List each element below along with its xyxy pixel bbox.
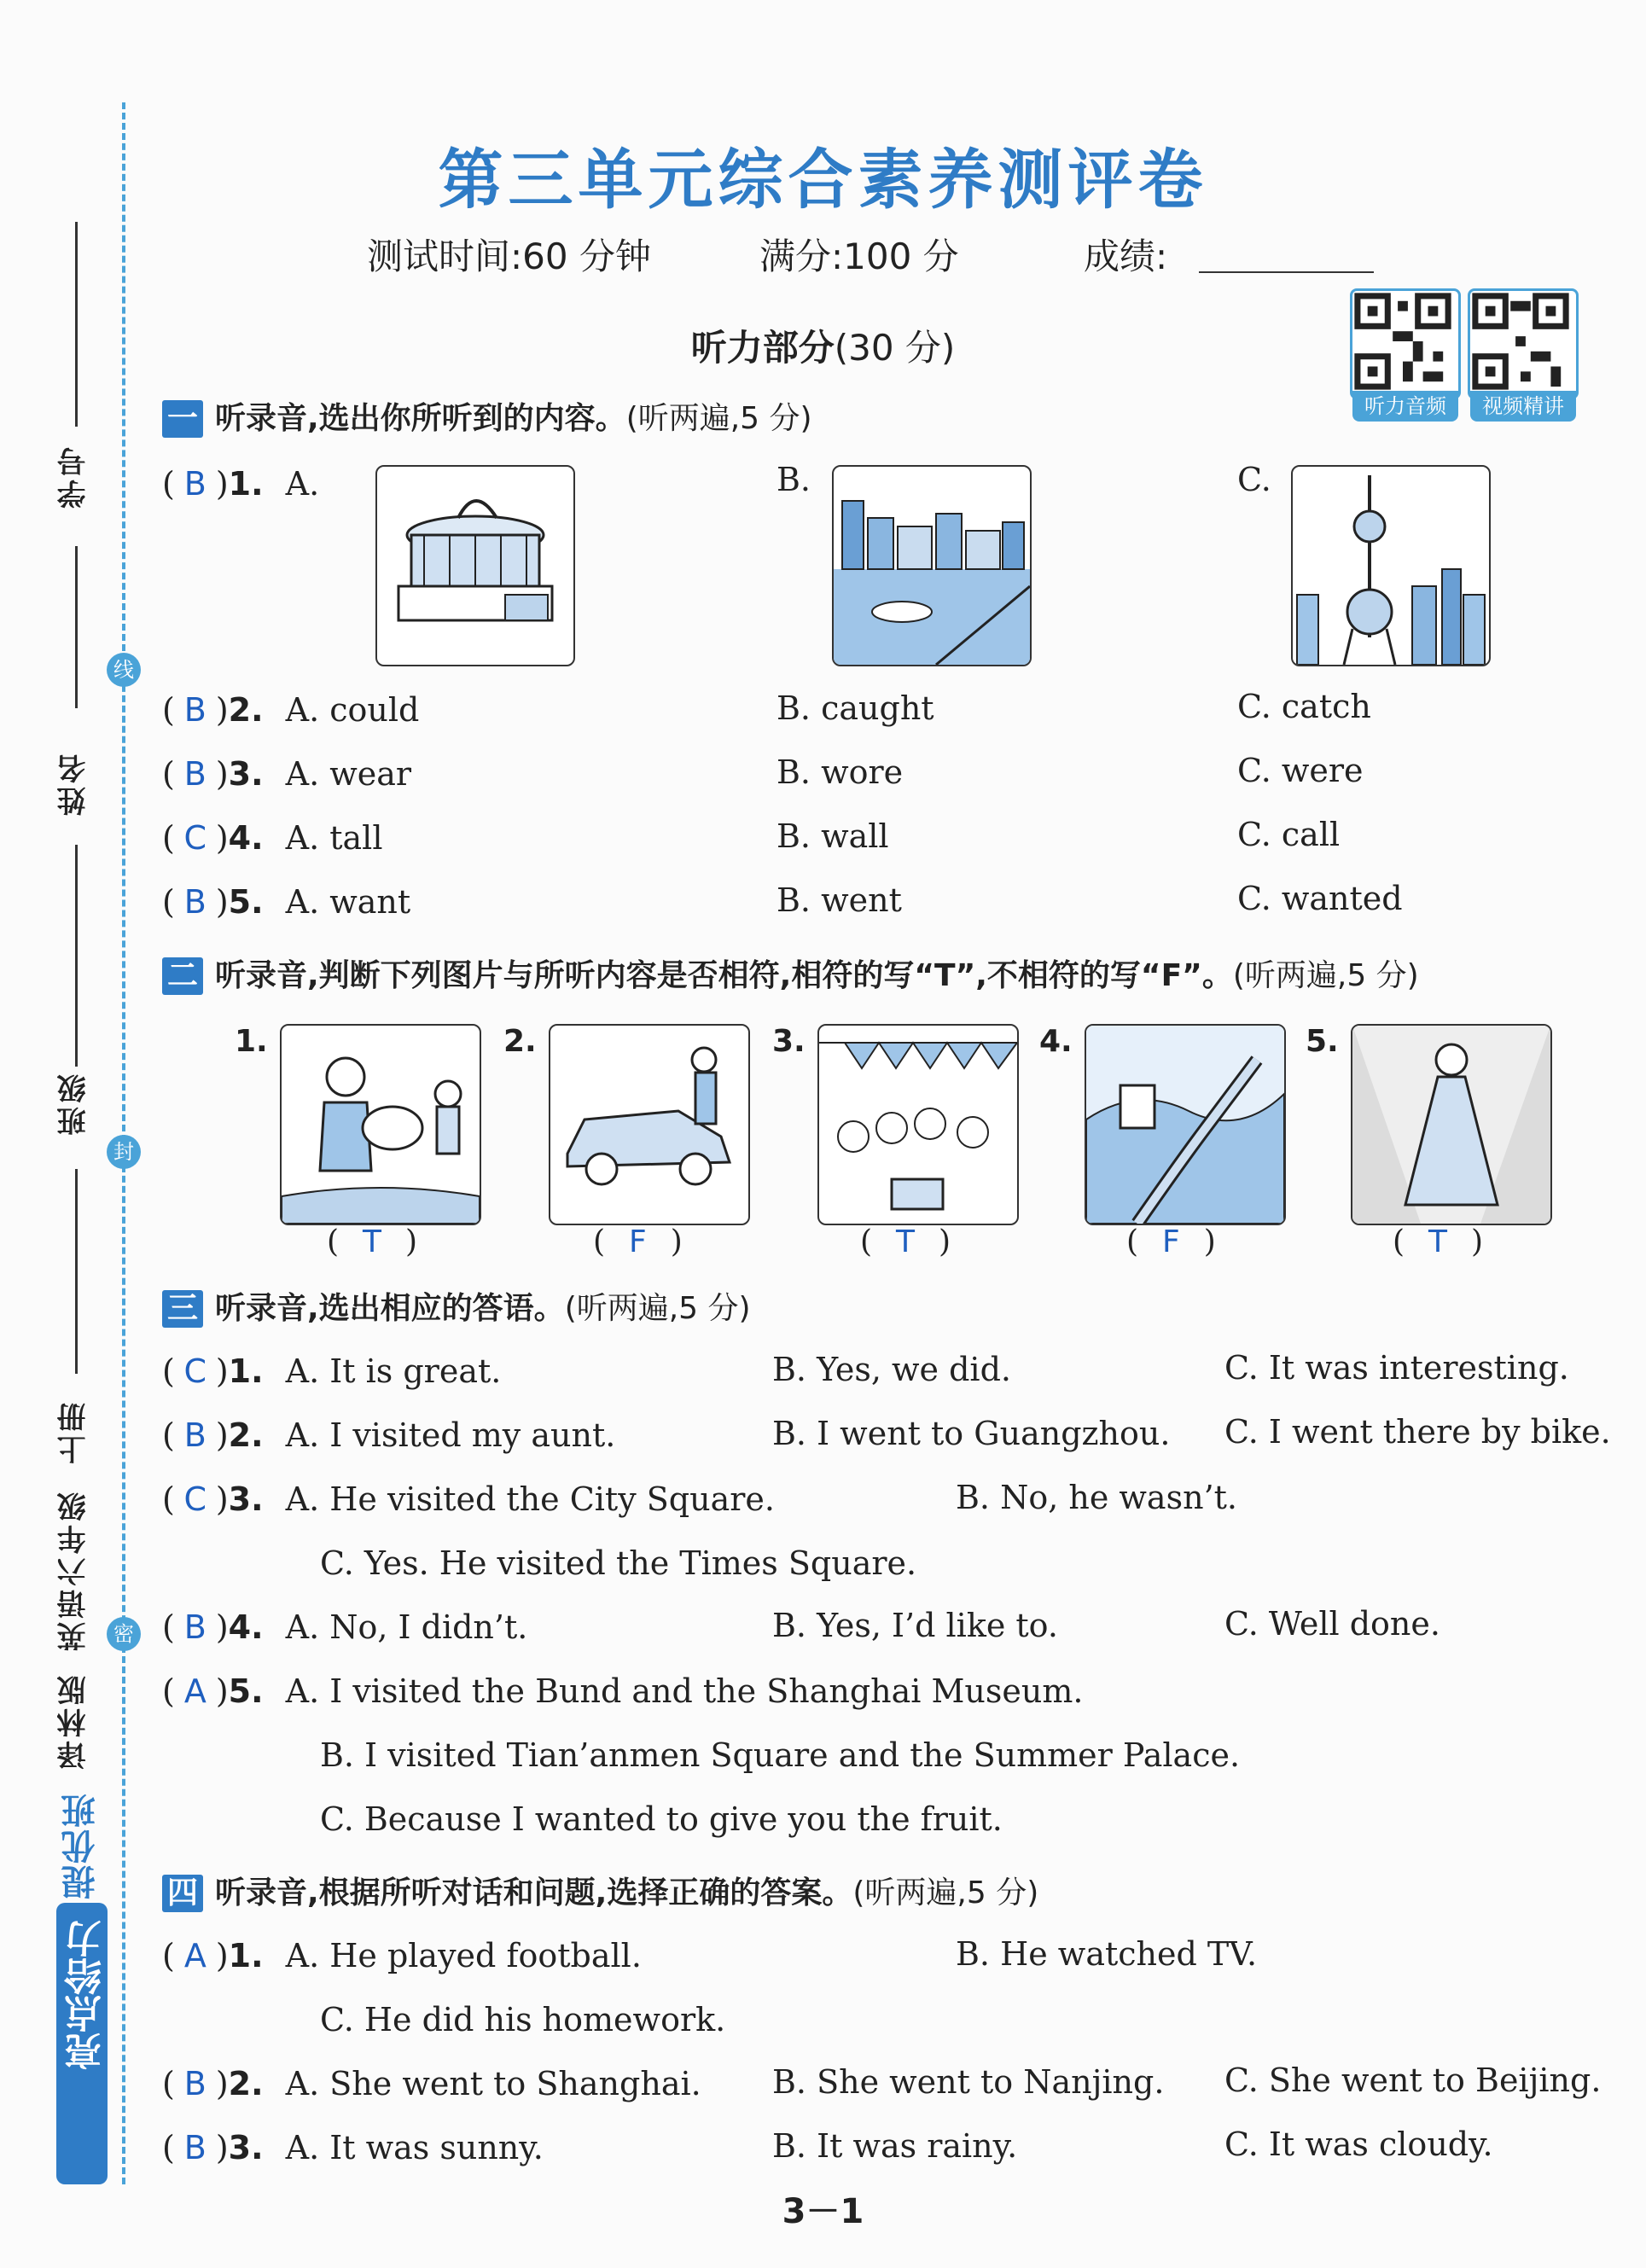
paren-open: (	[593, 1224, 606, 1259]
p2-fishing-image[interactable]	[280, 1024, 481, 1225]
p2-answer-5-value[interactable]: T	[1428, 1224, 1448, 1259]
p3-q2-number: 2.	[228, 1416, 264, 1454]
p4-q1-option-a[interactable]: A. He played football.	[285, 1937, 642, 1974]
p3-q1-option-b[interactable]: B. Yes, we did.	[772, 1351, 1011, 1388]
p3-q5-option-a[interactable]: A. I visited the Bund and the Shanghai Museum.	[285, 1672, 1084, 1710]
p2-answer-2-value[interactable]: F	[629, 1224, 647, 1259]
p2-great-wall-image[interactable]	[1085, 1024, 1286, 1225]
part-2-note: (听两遍,5 分)	[1232, 958, 1419, 993]
p4-q1-row	[162, 1937, 642, 1974]
part-2-title: 听录音,判断下列图片与所听内容是否相符,相符的写“T”,不相符的写“F”。	[215, 958, 1233, 993]
section-name: 听力部分	[690, 327, 835, 369]
p3-q3-number: 3.	[228, 1480, 264, 1518]
p3-q5-row	[162, 1672, 1083, 1710]
paren-close: )	[1203, 1224, 1216, 1259]
student-number-label: 学号	[57, 444, 91, 509]
paren-close: )	[215, 2065, 229, 2102]
p2-party-image[interactable]	[817, 1024, 1019, 1225]
binding-circle-secret: 密	[107, 1617, 141, 1651]
p3-q1-option-c[interactable]: C. It was interesting.	[1224, 1349, 1569, 1387]
part-4-number: 四	[162, 1875, 203, 1912]
p1-q5-answer[interactable]: B	[183, 883, 206, 921]
p2-pic-1-number: 1.	[235, 1024, 268, 1059]
party-illustration	[819, 1026, 1017, 1224]
p3-q1-option-a[interactable]: A. It is great.	[285, 1352, 502, 1390]
p3-q3-option-c[interactable]: C. Yes. He visited the Times Square.	[320, 1544, 917, 1582]
p4-q2-option-b[interactable]: B. She went to Nanjing.	[772, 2063, 1165, 2101]
dancer-illustration	[1352, 1026, 1550, 1224]
part-1-title: 听录音,选出你所听到的内容。	[215, 401, 626, 436]
paren-open: (	[162, 2129, 175, 2166]
paren-close: )	[1471, 1224, 1484, 1259]
p3-q2-row	[162, 1416, 615, 1454]
p3-q2-option-b[interactable]: B. I went to Guangzhou.	[772, 1415, 1171, 1452]
p3-q5-answer[interactable]: A	[183, 1672, 206, 1710]
student-number-line-2	[75, 546, 78, 708]
p3-q4-row	[162, 1608, 527, 1646]
bund-skyline-image[interactable]	[832, 465, 1032, 666]
p3-q2-option-c[interactable]: C. I went there by bike.	[1224, 1413, 1611, 1451]
class-label: 班级	[57, 1071, 91, 1136]
p1-q1-row	[162, 465, 319, 503]
paren-close: )	[215, 1416, 229, 1454]
p1-q4-answer[interactable]: C	[183, 819, 207, 857]
paren-open: (	[327, 1224, 340, 1259]
qr-code-video[interactable]	[1468, 288, 1579, 399]
p3-q1-number: 1.	[228, 1352, 264, 1390]
paren-close: )	[670, 1224, 683, 1259]
score-blank[interactable]	[1199, 271, 1374, 273]
p2-answer-3-value[interactable]: T	[896, 1224, 916, 1259]
class-line	[75, 1169, 78, 1374]
brand-class-label: 提优班	[61, 1792, 101, 1899]
car-wash-illustration	[550, 1026, 748, 1224]
p3-q3-answer[interactable]: C	[183, 1480, 207, 1518]
part-4-heading	[162, 1869, 1038, 1912]
p1-q5-option-c[interactable]: C. wanted	[1237, 880, 1403, 917]
p1-q4-option-c[interactable]: C. call	[1237, 816, 1341, 853]
p2-answer-4	[1126, 1224, 1216, 1259]
paren-open: (	[162, 1416, 175, 1454]
paren-open: (	[162, 691, 175, 729]
p2-answer-2	[593, 1224, 683, 1259]
p1-q5-option-b[interactable]: B. went	[776, 881, 902, 919]
p2-answer-5	[1393, 1224, 1483, 1259]
p1-q2-row	[162, 691, 419, 729]
p1-q5-option-a[interactable]: A. want	[285, 883, 411, 921]
p1-q3-option-a[interactable]: A. wear	[285, 755, 412, 793]
p1-q3-answer[interactable]: B	[183, 755, 206, 793]
paren-open: (	[162, 1480, 175, 1518]
paren-open: (	[162, 1608, 175, 1646]
p1-q2-answer[interactable]: B	[183, 691, 206, 729]
binding-circle-seal: 封	[107, 1135, 141, 1169]
p2-answer-4-value[interactable]: F	[1162, 1224, 1180, 1259]
fishing-illustration	[282, 1026, 480, 1224]
score-label: 成绩:	[1084, 236, 1168, 277]
p1-q1-answer[interactable]: B	[183, 465, 206, 503]
museum-building-image[interactable]	[375, 465, 575, 666]
p2-pic-2-number: 2.	[503, 1024, 537, 1059]
pearl-tower-image[interactable]	[1291, 465, 1491, 666]
book-volume-label: 上册	[57, 1399, 91, 1464]
p2-pic-5-number: 5.	[1306, 1024, 1339, 1059]
p3-q1-answer[interactable]: C	[183, 1352, 207, 1390]
part-2-number: 二	[162, 957, 203, 995]
p3-q2-answer[interactable]: B	[183, 1416, 206, 1454]
p1-q4-number: 4.	[228, 819, 264, 857]
brand-logo-text: 亮点给力	[65, 1920, 108, 2070]
p1-q2-number: 2.	[228, 691, 264, 729]
p2-pic-4-number: 4.	[1039, 1024, 1073, 1059]
p1-q5-row	[162, 883, 410, 921]
part-1-note: (听两遍,5 分)	[625, 401, 812, 436]
qr-pattern-icon	[1352, 291, 1453, 392]
paren-open: (	[162, 883, 175, 921]
p3-q5-number: 5.	[228, 1672, 264, 1710]
p3-q4-option-b[interactable]: B. Yes, I’d like to.	[772, 1607, 1058, 1644]
p3-q4-option-a[interactable]: A. No, I didn’t.	[285, 1608, 528, 1646]
p3-q1-row	[162, 1352, 501, 1390]
p2-car-wash-image[interactable]	[549, 1024, 750, 1225]
p3-q3-row	[162, 1480, 775, 1518]
p4-q1-option-b[interactable]: B. He watched TV.	[956, 1935, 1258, 1973]
p4-q3-number: 3.	[228, 2129, 264, 2166]
part-4-note: (听两遍,5 分)	[852, 1875, 1039, 1910]
part-2-heading	[162, 951, 1419, 995]
great-wall-illustration	[1086, 1026, 1284, 1224]
p1-q1-option-a[interactable]: A.	[285, 465, 320, 503]
part-3-title: 听录音,选出相应的答语。	[215, 1291, 565, 1326]
p1-q3-option-b[interactable]: B. wore	[776, 753, 904, 791]
part-3-heading	[162, 1284, 751, 1328]
p2-dancer-image[interactable]	[1351, 1024, 1552, 1225]
p4-q1-option-c[interactable]: C. He did his homework.	[320, 2001, 726, 2038]
paren-close: )	[215, 1352, 229, 1390]
p1-q1-number: 1.	[228, 465, 264, 503]
page-number: 3－1	[782, 2192, 864, 2231]
full-marks: 满分:100 分	[759, 236, 959, 277]
qr-caption-video: 视频精讲	[1470, 391, 1576, 422]
paren-close: )	[215, 1937, 229, 1974]
p3-q4-option-c[interactable]: C. Well done.	[1224, 1605, 1440, 1643]
paren-close: )	[215, 755, 229, 793]
paren-open: (	[162, 1672, 175, 1710]
p2-pic-3-number: 3.	[772, 1024, 806, 1059]
paren-close: )	[939, 1224, 951, 1259]
p4-q3-answer[interactable]: B	[183, 2129, 206, 2166]
edition-label: 译林版	[57, 1672, 91, 1770]
p4-q2-row	[162, 2065, 701, 2102]
p3-q4-number: 4.	[228, 1608, 264, 1646]
p3-q4-answer[interactable]: B	[183, 1608, 206, 1646]
paren-open: (	[162, 2065, 175, 2102]
paren-close: )	[215, 1672, 229, 1710]
p1-q1-option-b[interactable]: B.	[776, 461, 811, 498]
grade-label: 英语六年级	[57, 1489, 91, 1651]
p2-answer-1	[327, 1224, 417, 1259]
paren-open: (	[1126, 1224, 1139, 1259]
exam-time: 测试时间:60 分钟	[367, 236, 651, 277]
part-3-note: (听两遍,5 分)	[564, 1291, 751, 1326]
paren-open: (	[1393, 1224, 1405, 1259]
p1-q3-number: 3.	[228, 755, 264, 793]
paren-close: )	[215, 465, 229, 503]
p4-q1-number: 1.	[228, 1937, 264, 1974]
bund-illustration	[834, 467, 1030, 665]
pearl-tower-illustration	[1293, 467, 1489, 665]
p1-q3-option-c[interactable]: C. were	[1237, 752, 1364, 789]
p1-q2-option-b[interactable]: B. caught	[776, 689, 934, 727]
p1-q2-option-c[interactable]: C. catch	[1237, 688, 1371, 725]
p1-q4-option-a[interactable]: A. tall	[285, 819, 383, 857]
section-points: (30 分)	[834, 327, 956, 369]
paren-close: )	[215, 1480, 229, 1518]
p3-q5-option-c[interactable]: C. Because I wanted to give you the fruit.	[320, 1800, 1003, 1838]
part-4-title: 听录音,根据所听对话和问题,选择正确的答案。	[215, 1875, 853, 1910]
p1-q2-option-a[interactable]: A. could	[285, 691, 420, 729]
part-1-number: 一	[162, 400, 203, 438]
part-3-number: 三	[162, 1290, 203, 1328]
p4-q2-number: 2.	[228, 2065, 264, 2102]
name-label: 姓名	[57, 751, 91, 816]
qr-caption-audio: 听力音频	[1352, 391, 1458, 422]
p4-q1-answer[interactable]: A	[183, 1937, 206, 1974]
paren-close: )	[215, 819, 229, 857]
paren-open: (	[162, 1937, 175, 1974]
paren-open: (	[162, 819, 175, 857]
p4-q2-answer[interactable]: B	[183, 2065, 206, 2102]
paren-close: )	[215, 883, 229, 921]
museum-illustration	[377, 467, 573, 665]
p4-q3-row	[162, 2129, 544, 2166]
p4-q2-option-c[interactable]: C. She went to Beijing.	[1224, 2062, 1602, 2099]
qr-code-audio[interactable]	[1350, 288, 1461, 399]
part-1-heading	[162, 394, 812, 438]
p3-q3-option-a[interactable]: A. He visited the City Square.	[285, 1480, 775, 1518]
qr-pattern-icon	[1470, 291, 1571, 392]
name-line	[75, 845, 78, 1067]
paren-close: )	[215, 691, 229, 729]
p1-q4-option-b[interactable]: B. wall	[776, 817, 889, 855]
p1-q1-option-c[interactable]: C.	[1237, 461, 1271, 498]
paren-open: (	[162, 1352, 175, 1390]
p4-q2-option-a[interactable]: A. She went to Shanghai.	[285, 2065, 701, 2102]
p1-q3-row	[162, 755, 411, 793]
paren-open: (	[162, 755, 175, 793]
p4-q3-option-b[interactable]: B. It was rainy.	[772, 2127, 1018, 2165]
p1-q5-number: 5.	[228, 883, 264, 921]
p4-q3-option-a[interactable]: A. It was sunny.	[285, 2129, 544, 2166]
p3-q5-option-b[interactable]: B. I visited Tian’anmen Square and the Summer Palace.	[320, 1736, 1241, 1774]
paren-close: )	[215, 1608, 229, 1646]
paren-open: (	[162, 465, 175, 503]
p4-q3-option-c[interactable]: C. It was cloudy.	[1224, 2126, 1493, 2163]
binding-circle-line: 线	[107, 653, 141, 687]
p2-answer-3	[860, 1224, 951, 1259]
paren-open: (	[860, 1224, 873, 1259]
p3-q3-option-b[interactable]: B. No, he wasn’t.	[956, 1479, 1237, 1516]
p1-q4-row	[162, 819, 382, 857]
p2-answer-1-value[interactable]: T	[363, 1224, 382, 1259]
paren-close: )	[215, 2129, 229, 2166]
exam-title: 第三单元综合素养测评卷	[438, 142, 1208, 218]
p3-q2-option-a[interactable]: A. I visited my aunt.	[285, 1416, 616, 1454]
paren-close: )	[405, 1224, 418, 1259]
